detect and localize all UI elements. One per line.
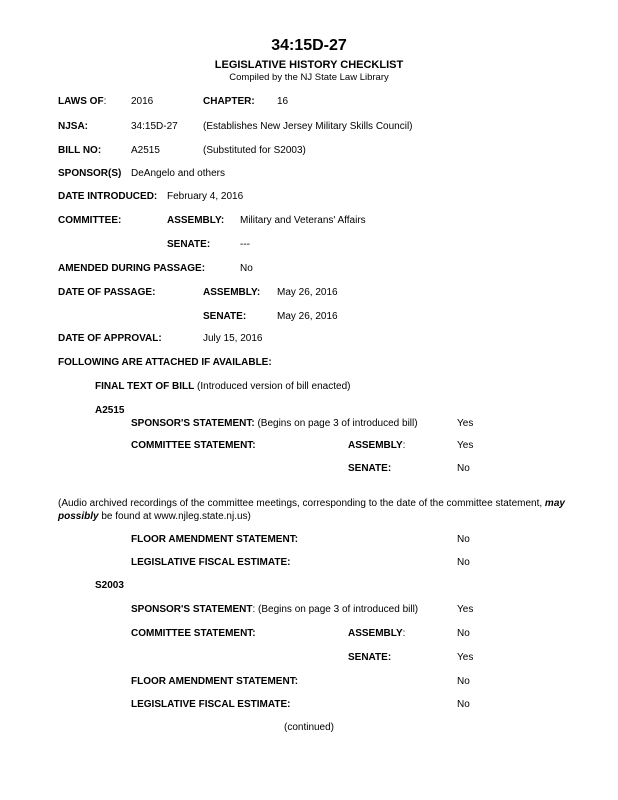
committee-senate-label: SENATE:	[167, 239, 211, 250]
laws-of-value: 2016	[131, 96, 154, 107]
s2003-floor-value: No	[457, 676, 470, 687]
s2003-assembly-label: ASSEMBLY:	[348, 628, 406, 639]
s2003-fiscal-estimate: LEGISLATIVE FISCAL ESTIMATE:	[131, 699, 291, 710]
bill-no-note: (Substituted for S2003)	[203, 145, 306, 156]
following-attached-heading: FOLLOWING ARE ATTACHED IF AVAILABLE:	[58, 357, 272, 368]
a2515-label: A2515	[95, 405, 125, 416]
amended-value: No	[240, 263, 253, 274]
a2515-fiscal-value: No	[457, 557, 470, 568]
committee-assembly-label: ASSEMBLY:	[167, 215, 225, 226]
passage-assembly-label: ASSEMBLY:	[203, 287, 261, 298]
date-introduced-value: February 4, 2016	[167, 191, 244, 202]
continued-note: (continued)	[283, 722, 335, 733]
committee-senate-value: ---	[240, 239, 250, 250]
date-of-approval-label: DATE OF APPROVAL:	[58, 333, 162, 344]
chapter-value: 16	[277, 96, 289, 107]
a2515-sponsor-statement: SPONSOR'S STATEMENT: (Begins on page 3 of introduced bill)	[131, 418, 418, 429]
final-text-of-bill: FINAL TEXT OF BILL (Introduced version of bill enacted)	[95, 381, 351, 392]
passage-senate-value: May 26, 2016	[277, 311, 338, 322]
a2515-floor-value: No	[457, 534, 470, 545]
s2003-label: S2003	[95, 580, 124, 591]
s2003-committee-statement: COMMITTEE STATEMENT:	[131, 628, 256, 639]
s2003-floor-amendment: FLOOR AMENDMENT STATEMENT:	[131, 676, 299, 687]
a2515-senate-value: No	[457, 463, 470, 474]
sponsors-label: SPONSOR(S)	[58, 168, 122, 179]
s2003-sponsor-statement: SPONSOR'S STATEMENT: (Begins on page 3 of introduced bill)	[131, 604, 419, 615]
bill-no-label: BILL NO:	[58, 145, 102, 156]
s2003-sponsor-value: Yes	[457, 604, 474, 615]
a2515-senate-label: SENATE:	[348, 463, 392, 474]
a2515-assembly-label: ASSEMBLY:	[348, 440, 406, 451]
njsa-description: (Establishes New Jersey Military Skills Council)	[203, 121, 413, 132]
a2515-assembly-value: Yes	[457, 440, 474, 451]
s2003-senate-value: Yes	[457, 652, 474, 663]
amended-label: AMENDED DURING PASSAGE:	[58, 263, 206, 274]
bill-no-value: A2515	[131, 145, 160, 156]
a2515-sponsor-value: Yes	[457, 418, 474, 429]
laws-of-label: LAWS OF:	[58, 96, 107, 107]
passage-senate-label: SENATE:	[203, 311, 247, 322]
s2003-fiscal-value: No	[457, 699, 470, 710]
date-introduced-label: DATE INTRODUCED:	[58, 191, 158, 202]
sponsors-value: DeAngelo and others	[131, 168, 225, 179]
a2515-committee-statement: COMMITTEE STATEMENT:	[131, 440, 256, 451]
committee-label: COMMITTEE:	[58, 215, 122, 226]
a2515-floor-amendment: FLOOR AMENDMENT STATEMENT:	[131, 534, 299, 545]
audio-archive-note: (Audio archived recordings of the committee meetings, corresponding to the date of the committee statement, may possibly be found at www.njleg.state.nj.us)	[58, 498, 565, 522]
s2003-senate-label: SENATE:	[348, 652, 392, 663]
checklist-title: LEGISLATIVE HISTORY CHECKLIST	[214, 59, 404, 71]
passage-assembly-value: May 26, 2016	[277, 287, 338, 298]
njsa-label: NJSA:	[58, 121, 89, 132]
s2003-assembly-value: No	[457, 628, 470, 639]
committee-assembly-value: Military and Veterans' Affairs	[240, 215, 366, 226]
chapter-label: CHAPTER:	[203, 96, 255, 107]
compiled-by: Compiled by the NJ State Law Library	[229, 72, 389, 83]
njsa-value: 34:15D-27	[131, 121, 178, 132]
a2515-fiscal-estimate: LEGISLATIVE FISCAL ESTIMATE:	[131, 557, 291, 568]
date-of-approval-value: July 15, 2016	[203, 333, 263, 344]
page-title: 34:15D-27	[271, 37, 347, 54]
date-of-passage-label: DATE OF PASSAGE:	[58, 287, 156, 298]
